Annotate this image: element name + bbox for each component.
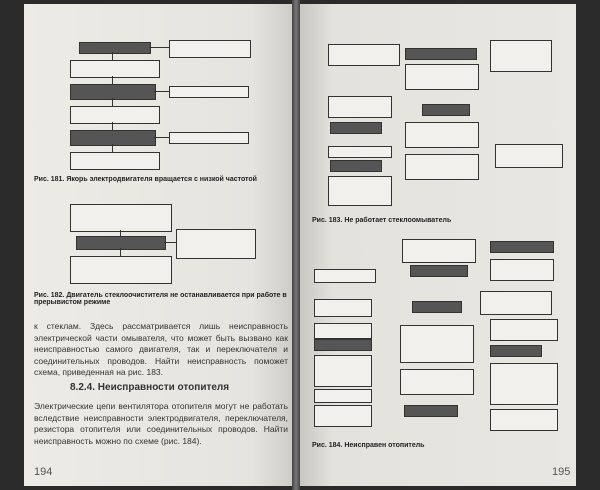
flowchart-action xyxy=(405,122,479,148)
flowchart-action xyxy=(402,239,476,263)
flowchart-action xyxy=(70,204,172,232)
flowchart-action xyxy=(314,405,372,427)
flowchart-fig-181 xyxy=(24,4,292,174)
flowchart-action xyxy=(314,269,376,283)
flowchart-action xyxy=(490,40,552,72)
flowchart-action xyxy=(328,146,392,158)
flowchart-action xyxy=(405,64,479,90)
flowchart-action xyxy=(176,229,256,259)
flowchart-decision xyxy=(410,265,468,277)
flowchart-decision xyxy=(79,42,151,54)
flowchart-action xyxy=(70,60,160,78)
flowchart-connector xyxy=(112,98,113,106)
flowchart-connector xyxy=(112,144,113,152)
flowchart-action xyxy=(490,259,554,281)
flowchart-decision xyxy=(422,104,470,116)
flowchart-decision xyxy=(490,241,554,253)
flowchart-action xyxy=(314,323,372,339)
flowchart-fig-184 xyxy=(300,229,576,444)
flowchart-action xyxy=(400,369,474,395)
flowchart-action xyxy=(169,132,249,144)
figure-caption: Рис. 181. Якорь электродвигателя вращается с низкой частотой xyxy=(34,176,257,183)
flowchart-connector xyxy=(112,76,113,84)
flowchart-decision xyxy=(412,301,462,313)
flowchart-connector xyxy=(120,248,121,256)
flowchart-decision xyxy=(490,345,542,357)
flowchart-decision xyxy=(314,339,372,351)
figure-caption: Рис. 182. Двигатель стеклоочистителя не останавливается при работе в прерывистом режиме xyxy=(34,292,287,306)
right-page xyxy=(300,4,576,486)
flowchart-action xyxy=(490,409,558,431)
flowchart-action xyxy=(169,86,249,98)
body-paragraph: к стеклам. Здесь рассматривается лишь неисправность электрической части омывателя, что может быть вызвано как неисправностью самого двигателя, так и переключателя и соединительных проводов. Найти неисправность поможет схема, приведенная на рис. 183. xyxy=(34,321,288,377)
flowchart-fig-182 xyxy=(24,199,292,289)
flowchart-fig-183 xyxy=(300,4,576,214)
flowchart-action xyxy=(70,106,160,124)
figure-caption: Рис. 184. Неисправен отопитель xyxy=(312,442,425,449)
page-number: 195 xyxy=(552,466,571,478)
flowchart-action xyxy=(495,144,563,168)
flowchart-connector xyxy=(164,242,176,243)
flowchart-decision xyxy=(70,84,156,100)
figure-caption: Рис. 183. Не работает стеклоомыватель xyxy=(312,217,452,224)
flowchart-decision xyxy=(330,160,382,172)
flowchart-decision xyxy=(70,130,156,146)
flowchart-connector xyxy=(154,137,169,138)
flowchart-action xyxy=(405,154,479,180)
flowchart-action xyxy=(490,363,558,405)
left-page xyxy=(24,4,292,486)
flowchart-action xyxy=(490,319,558,341)
flowchart-action xyxy=(70,256,172,284)
flowchart-action xyxy=(314,355,372,387)
flowchart-decision xyxy=(404,405,458,417)
book-spine xyxy=(292,0,300,490)
flowchart-action xyxy=(314,389,372,403)
flowchart-decision xyxy=(76,236,166,250)
flowchart-action xyxy=(169,40,251,58)
body-paragraph: Электрические цепи вентилятора отопителя могут не работать вследствие неисправности электродвигателя, переключателя, резистора отопителя или соединительных проводов. Найти неисправность можно по схеме (рис. 184). xyxy=(34,401,288,446)
flowchart-connector xyxy=(154,91,169,92)
flowchart-action xyxy=(70,152,160,170)
flowchart-action xyxy=(480,291,552,315)
flowchart-connector xyxy=(149,47,169,48)
flowchart-connector xyxy=(112,122,113,130)
flowchart-action xyxy=(400,325,474,363)
flowchart-action xyxy=(314,299,372,317)
flowchart-connector xyxy=(112,52,113,60)
section-heading: 8.2.4. Неисправности отопителя xyxy=(70,382,230,393)
flowchart-decision xyxy=(405,48,477,60)
page-number: 194 xyxy=(34,466,53,478)
flowchart-action xyxy=(328,96,392,118)
flowchart-action xyxy=(328,44,400,66)
flowchart-action xyxy=(328,176,392,206)
flowchart-decision xyxy=(330,122,382,134)
